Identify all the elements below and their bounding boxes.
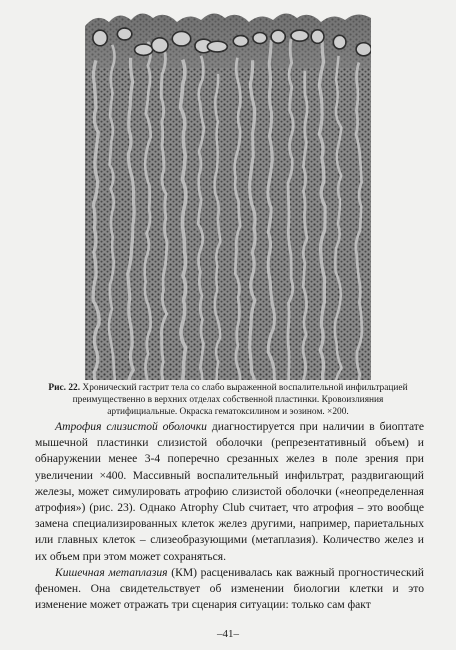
figure-caption-text: Хронический гастрит тела со слабо выраженной воспалительной инфильтрацией преимущественно в верхних отделах собственной пластинки. Кровоизлияния артифициальные. Окраска гематоксилином и эозином. ×200. xyxy=(72,383,408,417)
figure-label: Рис. 22. xyxy=(48,383,81,393)
figure-caption xyxy=(48,382,408,418)
body-text xyxy=(35,419,424,613)
term-atrophy: Атрофия слизистой оболочки xyxy=(55,420,207,433)
page-number: –41– xyxy=(217,628,239,640)
histology-micrograph xyxy=(85,8,371,380)
paragraph-metaplasia xyxy=(35,565,424,614)
paragraph-atrophy-text: диагностируется при наличии в биоптате мышечной пластинки слизистой оболочки (репрезентативный объем) и обнаружении менее 3-4 поперечно срезанных желез в поле зрения при увеличении ×400. Массивный воспалительный инфильтрат, раздвигающий железы, может симулировать атрофию слизистой оболочки («неопределенная атрофия») (рис. 23). Однако Atrophy Club считает, что атрофия – это вообще замена специализированных клеток желез другими, например, париетальных или главных клеток – слизеобразующими (метаплазия). Количество желез и их объем при этом может сохраняться. xyxy=(35,420,425,563)
term-metaplasia: Кишечная метаплазия xyxy=(55,565,168,579)
paragraph-atrophy xyxy=(35,419,424,565)
paragraph-metaplasia-text: (КМ) расценивалась как важный прогностический феномен. Она свидетельствует об изменении биологии клетки и это изменение может отражать три сценария ситуации: только сам факт xyxy=(35,565,425,612)
